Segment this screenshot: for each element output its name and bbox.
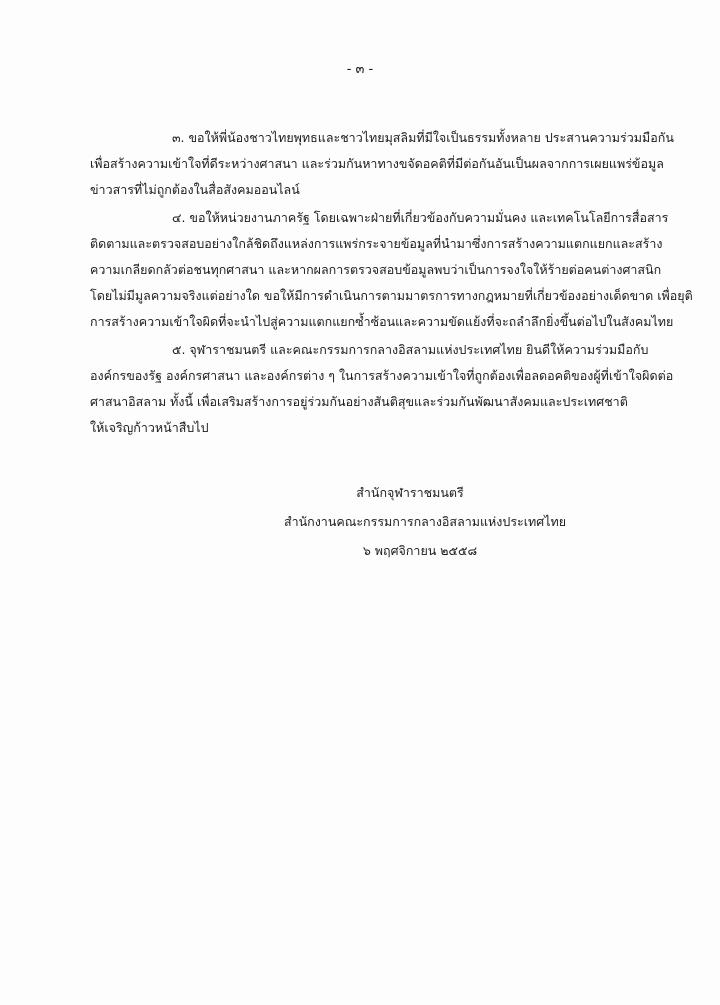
paragraph-line: โดยไม่มีมูลความจริงแต่อย่างใด ขอให้มีการดำเนินการตามมาตรการทางกฎหมายที่เกี่ยวข้องอย่างเด็ดขาด เพื่อยุติ bbox=[90, 288, 693, 303]
signature-block bbox=[0, 478, 720, 565]
paragraph-line: ให้เจริญก้าวหน้าสืบไป bbox=[90, 420, 209, 435]
paragraph-line: ๕. จุฬาราชมนตรี และคณะกรรมการกลางอิสลามแห่งประเทศไทย ยินดีให้ความร่วมมือกับ bbox=[172, 342, 649, 357]
paragraph-line: ศาสนาอิสลาม ทั้งนี้ เพื่อเสริมสร้างการอยู่ร่วมกันอย่างสันติสุขและร่วมกันพัฒนาสังคมและประเทศชาติ bbox=[90, 394, 628, 409]
paragraph-item-4 bbox=[90, 205, 693, 335]
signature-department: สำนักงานคณะกรรมการกลางอิสลามแห่งประเทศไทย bbox=[283, 514, 567, 529]
paragraph-line: ๓. ขอให้พี่น้องชาวไทยพุทธและชาวไทยมุสลิมที่มีใจเป็นธรรมทั้งหลาย ประสานความร่วมมือกัน bbox=[172, 130, 674, 145]
paragraph-line: เพื่อสร้างความเข้าใจที่ดีระหว่างศาสนา และร่วมกันหาทางขจัดอคติที่มีต่อกันอันเป็นผลจากการเผยแพร่ข้อมูล bbox=[90, 156, 664, 171]
paragraph-line: ๔. ขอให้หน่วยงานภาครัฐ โดยเฉพาะฝ่ายที่เกี่ยวข้องกับความมั่นคง และเทคโนโลยีการสื่อสาร bbox=[172, 210, 669, 225]
page-number: - ๓ - bbox=[346, 62, 374, 77]
paragraph-line: ความเกลียดกลัวต่อชนทุกศาสนา และหากผลการตรวจสอบข้อมูลพบว่าเป็นการจงใจให้ร้ายต่อคนต่างศาสนิก bbox=[90, 262, 662, 277]
paragraph-line: ข่าวสารที่ไม่ถูกต้องในสื่อสังคมออนไลน์ bbox=[90, 182, 300, 197]
paragraph-line: องค์กรของรัฐ องค์กรศาสนา และองค์กรต่าง ๆ ในการสร้างความเข้าใจที่ถูกต้องเพื่อลดอคติของผู้ที่เข้าใจผิดต่อ bbox=[90, 368, 674, 383]
paragraph-line: การสร้างความเข้าใจผิดที่จะนำไปสู่ความแตกแยกซ้ำซ้อนและความขัดแย้งที่จะถลำลึกยิ่งขึ้นต่อไปในสังคมไทย bbox=[90, 314, 674, 329]
document-date: ๖ พฤศจิกายน ๒๕๕๘ bbox=[362, 543, 478, 558]
paragraph-line: ติดตามและตรวจสอบอย่างใกล้ชิดถึงแหล่งการแพร่กระจายข้อมูลที่นำมาซึ่งการสร้างความแตกแยกและสร้าง bbox=[90, 236, 663, 251]
signature-office: สำนักจุฬาราชมนตรี bbox=[356, 485, 464, 500]
paragraph-item-3 bbox=[90, 125, 674, 203]
paragraph-item-5 bbox=[90, 337, 674, 441]
